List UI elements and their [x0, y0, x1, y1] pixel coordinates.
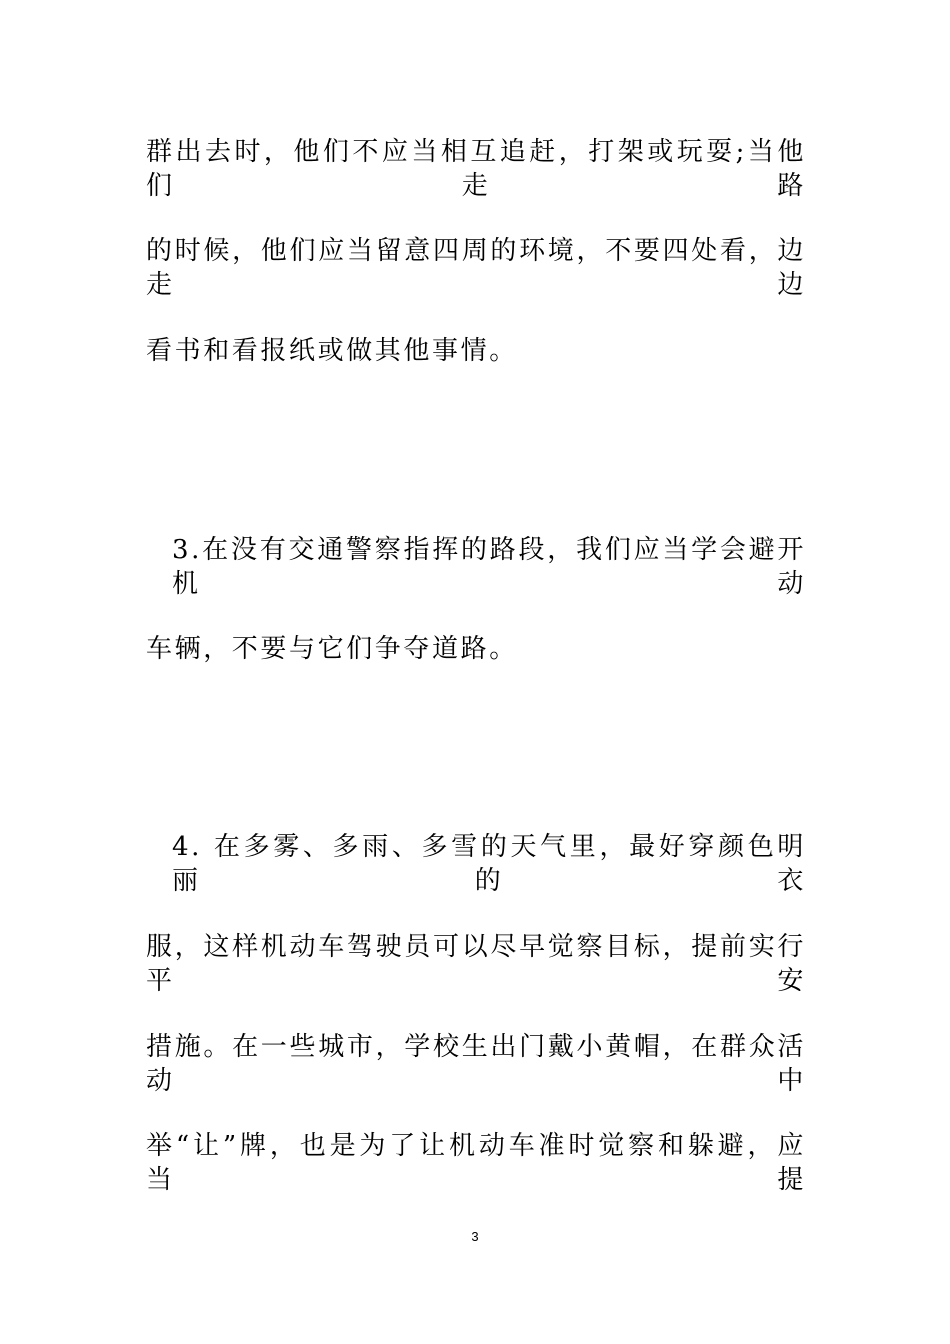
paragraph-line-8: 措施。在一些城市，学校生出门戴小黄帽，在群众活动中 — [146, 1032, 806, 1096]
paragraph-line-1: 群出去时，他们不应当相互追赶，打架或玩耍;当他们走路 — [146, 137, 806, 201]
page-number: 3 — [471, 1229, 479, 1244]
paragraph-line-2: 的时候，他们应当留意四周的环境，不要四处看，边走边 — [146, 236, 806, 300]
paragraph-line-7: 服，这样机动车驾驶员可以尽早觉察目标，提前实行平安 — [146, 932, 806, 996]
paragraph-line-6: 4. 在多雾、多雨、多雪的天气里，最好穿颜色明丽的衣 — [172, 832, 806, 896]
paragraph-line-4: 3.在没有交通警察指挥的路段，我们应当学会避开机动 — [172, 535, 806, 599]
paragraph-line-5: 车辆，不要与它们争夺道路。 — [146, 634, 518, 664]
paragraph-line-3: 看书和看报纸或做其他事情。 — [146, 336, 518, 366]
paragraph-line-9: 举“让”牌，也是为了让机动车准时觉察和躲避，应当提 — [146, 1131, 806, 1195]
